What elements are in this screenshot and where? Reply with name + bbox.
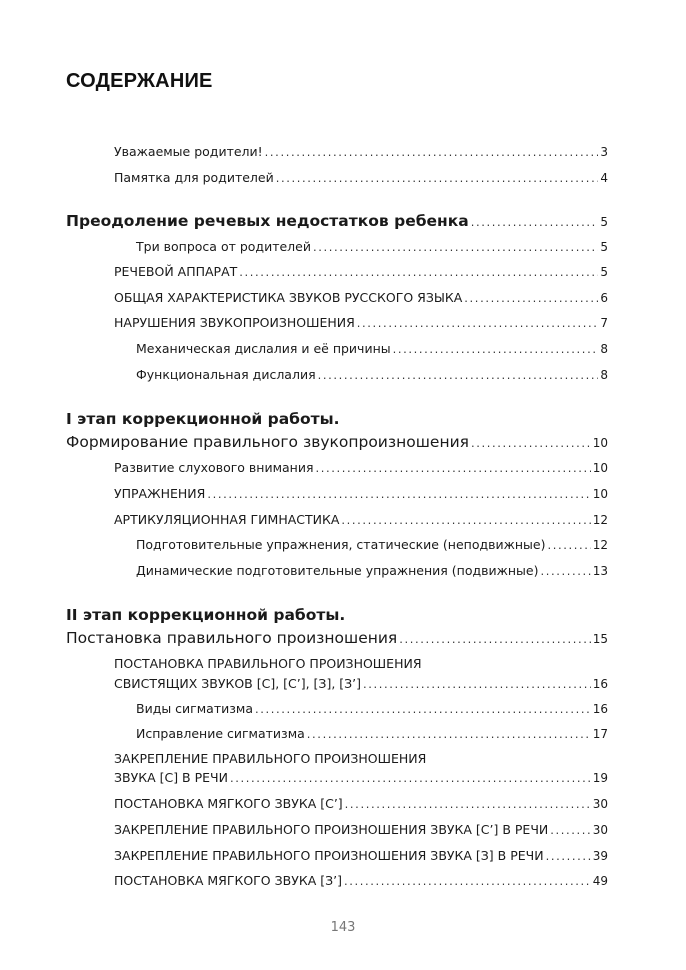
toc-entry-title: ПОСТАНОВКА МЯГКОГО ЗВУКА [З’] [114,873,342,888]
toc-entry-page: 30 [592,797,608,811]
dot-leader [399,632,590,646]
toc-entry[interactable] [114,873,608,893]
dot-leader [345,797,591,811]
toc-entry-title: Динамические подготовительные упражнения (подвижные) [136,563,539,578]
toc-section-entry[interactable] [66,629,608,649]
toc-entry[interactable] [114,770,608,790]
toc-entry[interactable] [114,848,608,868]
toc-entry-title: ЗВУКА [С] В РЕЧИ [114,770,228,785]
toc-entry-title: Виды сигматизма [136,701,253,716]
toc-entry[interactable] [136,239,608,259]
toc-entry[interactable] [114,264,608,284]
toc-entry[interactable] [136,726,608,746]
dot-leader [230,771,591,785]
toc-section-title: I этап коррекционной работы. [66,410,340,428]
dot-leader [546,849,591,863]
toc-section-title: II этап коррекционной работы. [66,606,346,624]
toc-entry[interactable] [114,315,608,335]
toc-entry-title: Постановка правильного произношения [66,629,398,647]
toc-entry-page: 13 [592,564,608,578]
dot-leader [393,342,599,356]
toc-entry[interactable] [136,537,608,557]
toc-entry-title: ОБЩАЯ ХАРАКТЕРИСТИКА ЗВУКОВ РУССКОГО ЯЗЫКА [114,290,463,305]
dot-leader [540,564,590,578]
toc-entry-page: 49 [592,874,608,888]
toc-entry-page: 39 [592,849,608,863]
dot-leader [207,487,590,501]
toc-entry-title: Исправление сигматизма [136,726,305,741]
toc-entry[interactable] [114,796,608,816]
toc-entry-title: Три вопроса от родителей [136,239,311,254]
page-number: 143 [330,920,356,935]
toc-entry-title: Преодоление речевых недостатков ребенка [66,212,469,230]
dot-leader [307,727,591,741]
dot-leader [357,316,599,330]
toc-entry-title: Уважаемые родители! [114,144,263,159]
dot-leader [239,265,598,279]
toc-entry-page: 5 [600,215,608,229]
toc-entry-page: 6 [600,291,608,305]
page-title: СОДЕРЖАНИЕ [66,70,213,92]
toc-entry-page: 10 [592,461,608,475]
toc-entry-title: ПОСТАНОВКА МЯГКОГО ЗВУКА [С’] [114,796,343,811]
toc-entry[interactable] [114,512,608,532]
toc-entry-title: Подготовительные упражнения, статические (неподвижные) [136,537,546,552]
toc-entry-page: 12 [592,538,608,552]
dot-leader [344,874,591,888]
toc-entry-page: 5 [600,265,608,279]
toc-entry[interactable] [114,290,608,310]
dot-leader [550,823,590,837]
toc-entry[interactable] [114,486,608,506]
toc-entry-title: НАРУШЕНИЯ ЗВУКОПРОИЗНОШЕНИЯ [114,315,355,330]
toc-entry-page: 7 [600,316,608,330]
toc-entry-page: 17 [592,727,608,741]
toc-entry-title: Памятка для родителей [114,170,274,185]
toc-entry[interactable] [136,701,608,721]
toc-entry-title: ЗАКРЕПЛЕНИЕ ПРАВИЛЬНОГО ПРОИЗНОШЕНИЯ ЗВУКА [С’] В РЕЧИ [114,822,549,837]
toc-entry[interactable] [136,563,608,583]
toc-entry-title: РЕЧЕВОЙ АППАРАТ [114,264,238,279]
dot-leader [313,240,598,254]
dot-leader [341,513,590,527]
toc-section-entry[interactable] [66,433,608,453]
toc-entry-page: 30 [592,823,608,837]
dot-leader [315,461,590,475]
dot-leader [276,171,599,185]
toc-entry-page: 4 [600,171,608,185]
dot-leader [318,368,599,382]
toc-entry-title: Развитие слухового внимания [114,460,314,475]
toc-entry-page: 16 [592,702,608,716]
toc-entry-title-line: ЗАКРЕПЛЕНИЕ ПРАВИЛЬНОГО ПРОИЗНОШЕНИЯ [114,751,427,766]
toc-entry-page: 15 [592,632,608,646]
toc-entry-title: АРТИКУЛЯЦИОННАЯ ГИМНАСТИКА [114,512,340,527]
dot-leader [547,538,590,552]
toc-entry-title: Механическая дислалия и её причины [136,341,391,356]
toc-entry-title: УПРАЖНЕНИЯ [114,486,206,501]
toc-entry-title: Формирование правильного звукопроизношения [66,433,469,451]
toc-entry-page: 8 [600,342,608,356]
dot-leader [363,677,591,691]
toc-entry-page: 10 [592,487,608,501]
toc-entry[interactable] [114,822,608,842]
toc-entry-page: 10 [592,436,608,450]
toc-entry-title: Функциональная дислалия [136,367,316,382]
toc-entry-page: 16 [592,677,608,691]
toc-entry[interactable] [114,144,608,164]
toc-entry-title-line: ПОСТАНОВКА ПРАВИЛЬНОГО ПРОИЗНОШЕНИЯ [114,656,422,671]
toc-entry-title: СВИСТЯЩИХ ЗВУКОВ [С], [С’], [З], [З’] [114,676,362,691]
dot-leader [471,436,591,450]
toc-entry[interactable] [114,170,608,190]
toc-entry-page: 19 [592,771,608,785]
dot-leader [471,215,599,229]
toc-entry[interactable] [114,676,608,696]
toc-section-entry[interactable] [66,212,608,232]
toc-entry-page: 8 [600,368,608,382]
dot-leader [464,291,598,305]
toc-entry[interactable] [136,367,608,387]
toc-entry[interactable] [136,341,608,361]
dot-leader [265,145,599,159]
toc-entry-page: 5 [600,240,608,254]
dot-leader [255,702,591,716]
toc-entry-page: 3 [600,145,608,159]
toc-entry[interactable] [114,460,608,480]
toc-entry-page: 12 [592,513,608,527]
toc-entry-title: ЗАКРЕПЛЕНИЕ ПРАВИЛЬНОГО ПРОИЗНОШЕНИЯ ЗВУКА [З] В РЕЧИ [114,848,544,863]
